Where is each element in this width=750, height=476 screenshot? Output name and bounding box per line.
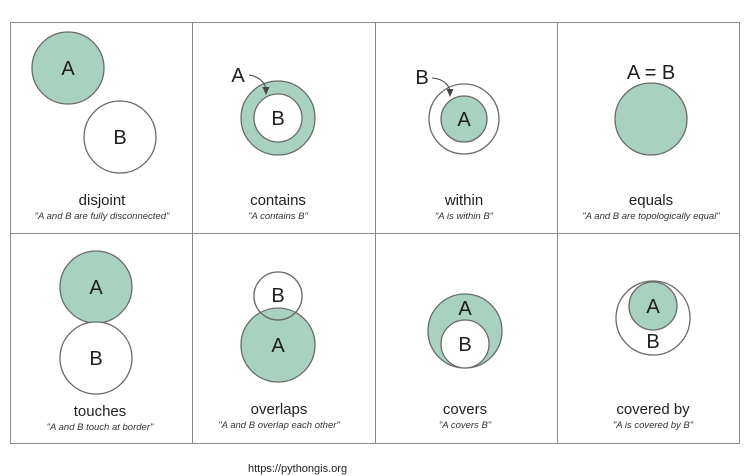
label-a: A	[457, 109, 471, 131]
label-a: A	[89, 277, 103, 299]
relation-title: equals	[628, 192, 674, 209]
relation-title: within	[444, 192, 484, 209]
label-b: B	[415, 67, 429, 89]
relation-description: "A is covered by B"	[612, 420, 694, 431]
cell-overlaps	[218, 272, 340, 431]
label-b: B	[458, 334, 472, 356]
relation-title: contains	[250, 192, 306, 209]
label-b: B	[271, 285, 285, 307]
cell-covered-by	[613, 281, 694, 431]
label-a-equals-b: A = B	[626, 62, 676, 84]
label-a: A	[61, 58, 75, 80]
relation-title: covered by	[616, 401, 690, 418]
relation-description: "A and B are topologically equal"	[582, 211, 720, 222]
cell-contains	[231, 65, 315, 222]
label-b: B	[646, 331, 660, 353]
cell-touches	[47, 251, 154, 433]
relation-title: touches	[73, 403, 127, 420]
label-a: A	[458, 298, 472, 320]
cell-covers	[428, 294, 502, 431]
relation-description: "A contains B"	[248, 211, 308, 222]
relation-title: overlaps	[250, 401, 308, 418]
relation-description: "A and B touch at border"	[46, 422, 154, 433]
relation-description: "A and B are fully disconnected"	[34, 211, 170, 222]
label-b: B	[89, 348, 103, 370]
cell-disjoint	[32, 32, 170, 222]
label-a: A	[271, 335, 285, 357]
label-b: B	[113, 127, 127, 149]
cell-within	[415, 67, 499, 222]
relation-description: "A is within B"	[434, 211, 494, 222]
shape-ab	[615, 83, 687, 155]
relation-description: "A and B overlap each other"	[218, 420, 340, 431]
cell-equals	[582, 62, 720, 222]
source-url: https://pythongis.org	[248, 463, 348, 475]
label-b: B	[271, 108, 285, 130]
label-a: A	[231, 65, 245, 87]
relation-description: "A covers B"	[438, 420, 492, 431]
relation-title: disjoint	[78, 192, 126, 209]
label-a: A	[646, 296, 660, 318]
relation-title: covers	[442, 401, 488, 418]
